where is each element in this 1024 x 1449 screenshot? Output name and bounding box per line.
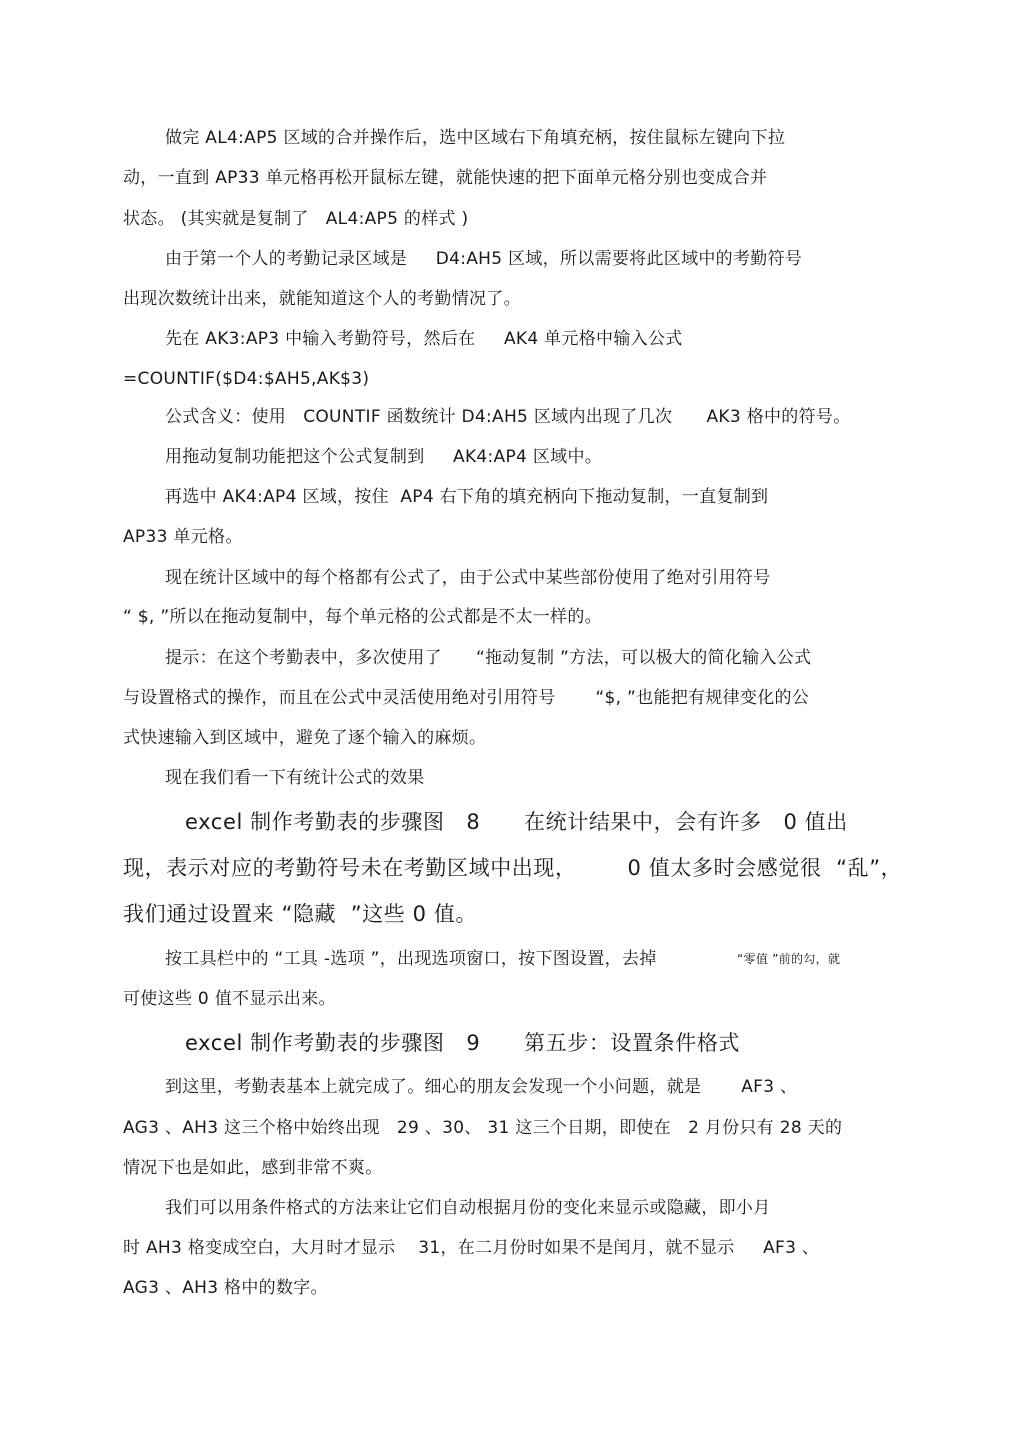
- figure-caption-line: excel 制作考勤表的步骤图 8 在统计结果中，会有许多 0 值出: [185, 810, 848, 834]
- text-line: AG3 、AH3 这三个格中始终出现 29 、30、 31 这三个日期，即使在 2 月份只有 28 天的: [123, 1118, 843, 1138]
- text-line: 现在统计区域中的每个格都有公式了，由于公式中某些部份使用了绝对引用符号: [165, 568, 771, 588]
- text-line: 与设置格式的操作，而且在公式中灵活使用绝对引用符号 “$, ”也能把有规律变化的公: [123, 688, 810, 708]
- formula-line: =COUNTIF($D4:$AH5,AK$3): [123, 369, 370, 389]
- text-line: AP33 单元格。: [123, 527, 243, 547]
- text-line: 先在 AK3:AP3 中输入考勤符号，然后在 AK4 单元格中输入公式: [165, 329, 683, 349]
- text-line: 用拖动复制功能把这个公式复制到 AK4:AP4 区域中。: [165, 447, 603, 467]
- text-line: 可使这些 0 值不显示出来。: [123, 989, 336, 1009]
- text-line: 到这里，考勤表基本上就完成了。细心的朋友会发现一个小问题，就是 AF3 、: [165, 1077, 798, 1097]
- text-line: 情况下也是如此，感到非常不爽。: [123, 1158, 383, 1178]
- text-line: 出现次数统计出来，就能知道这个人的考勤情况了。: [123, 289, 521, 309]
- text-line: “ $, ”所以在拖动复制中，每个单元格的公式都是不太一样的。: [123, 607, 602, 627]
- text-line: 我们通过设置来 “隐藏 ”这些 0 值。: [123, 902, 478, 926]
- text-line: 提示：在这个考勤表中，多次使用了 “拖动复制 ”方法，可以极大的简化输入公式: [165, 648, 812, 668]
- text-line: 时 AH3 格变成空白，大月时才显示 31，在二月份时如果不是闰月，就不显示 AF3 、: [123, 1238, 820, 1258]
- text-line: 现，表示对应的考勤符号未在考勤区域中出现， 0 值太多时会感觉很 “乱”，: [123, 856, 903, 880]
- text-line: 我们可以用条件格式的方法来让它们自动根据月份的变化来显示或隐藏，即小月: [165, 1198, 771, 1218]
- text-line-small: “零值 ”前的勾，就: [737, 952, 841, 966]
- text-line: 动，一直到 AP33 单元格再松开鼠标左键，就能快速的把下面单元格分别也变成合并: [123, 168, 768, 188]
- text-line: 式快速输入到区域中，避免了逐个输入的麻烦。: [123, 728, 487, 748]
- text-line: AG3 、AH3 格中的数字。: [123, 1278, 328, 1298]
- text-line: 现在我们看一下有统计公式的效果: [165, 768, 425, 788]
- text-line: 由于第一个人的考勤记录区域是 D4:AH5 区域，所以需要将此区域中的考勤符号: [165, 249, 803, 269]
- text-line: 按工具栏中的 “工具 -选项 ”，出现选项窗口，按下图设置，去掉: [165, 949, 657, 969]
- text-line: 状态。 (其实就是复制了 AL4:AP5 的样式 ): [123, 209, 469, 229]
- text-line: 再选中 AK4:AP4 区域，按住 AP4 右下角的填充柄向下拖动复制，一直复制到: [165, 487, 769, 507]
- text-line: 公式含义：使用 COUNTIF 函数统计 D4:AH5 区域内出现了几次 AK3 格中的符号。: [165, 407, 851, 427]
- figure-caption-line: excel 制作考勤表的步骤图 9 第五步：设置条件格式: [185, 1031, 741, 1055]
- text-line: 做完 AL4:AP5 区域的合并操作后，选中区域右下角填充柄，按住鼠标左键向下拉: [165, 128, 786, 148]
